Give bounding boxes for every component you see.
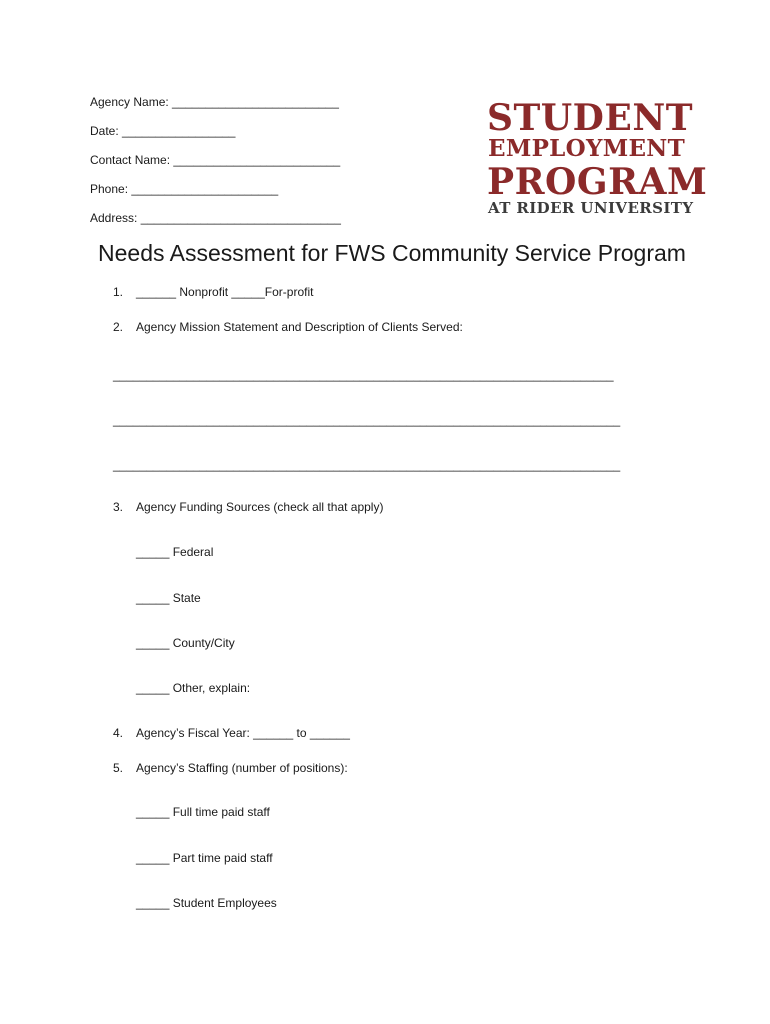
logo-line-rider: AT RIDER UNIVERSITY xyxy=(488,199,694,217)
question-1-number: 1. xyxy=(113,285,124,299)
question-3-number: 3. xyxy=(113,500,124,514)
answer-line-1: ___________________________________________________________________________ xyxy=(113,368,614,382)
staffing-option-part-time: _____ Part time paid staff xyxy=(136,851,273,865)
question-5-number: 5. xyxy=(113,761,124,775)
staffing-option-full-time: _____ Full time paid staff xyxy=(136,805,270,819)
staffing-option-student: _____ Student Employees xyxy=(136,896,277,910)
answer-line-3: ____________________________________________________________________________ xyxy=(113,458,621,472)
question-1-text: ______ Nonprofit _____For-profit xyxy=(136,285,314,299)
phone-field: Phone: ______________________ xyxy=(90,182,279,196)
date-field: Date: _________________ xyxy=(90,124,236,138)
question-5-text: Agency’s Staffing (number of positions): xyxy=(136,761,348,775)
question-2-number: 2. xyxy=(113,320,124,334)
student-employment-program-logo xyxy=(487,97,708,218)
funding-option-county-city: _____ County/City xyxy=(136,636,235,650)
logo-line-employment: EMPLOYMENT xyxy=(488,135,686,162)
page-title: Needs Assessment for FWS Community Service Program xyxy=(98,240,686,266)
answer-line-2: ____________________________________________________________________________ xyxy=(113,413,621,427)
address-field: Address: ______________________________ xyxy=(90,211,341,225)
question-3-text: Agency Funding Sources (check all that apply) xyxy=(136,500,384,514)
logo-line-student: STUDENT xyxy=(487,97,694,139)
funding-option-state: _____ State xyxy=(136,591,201,605)
logo-line-program: PROGRAM xyxy=(487,161,708,203)
question-4-text: Agency’s Fiscal Year: ______ to ______ xyxy=(136,726,350,740)
funding-option-federal: _____ Federal xyxy=(136,545,214,559)
funding-option-other: _____ Other, explain: xyxy=(136,681,251,695)
question-2-text: Agency Mission Statement and Description of Clients Served: xyxy=(136,320,463,334)
question-4-number: 4. xyxy=(113,726,124,740)
agency-name-field: Agency Name: _________________________ xyxy=(90,95,339,109)
contact-name-field: Contact Name: _________________________ xyxy=(90,153,341,167)
